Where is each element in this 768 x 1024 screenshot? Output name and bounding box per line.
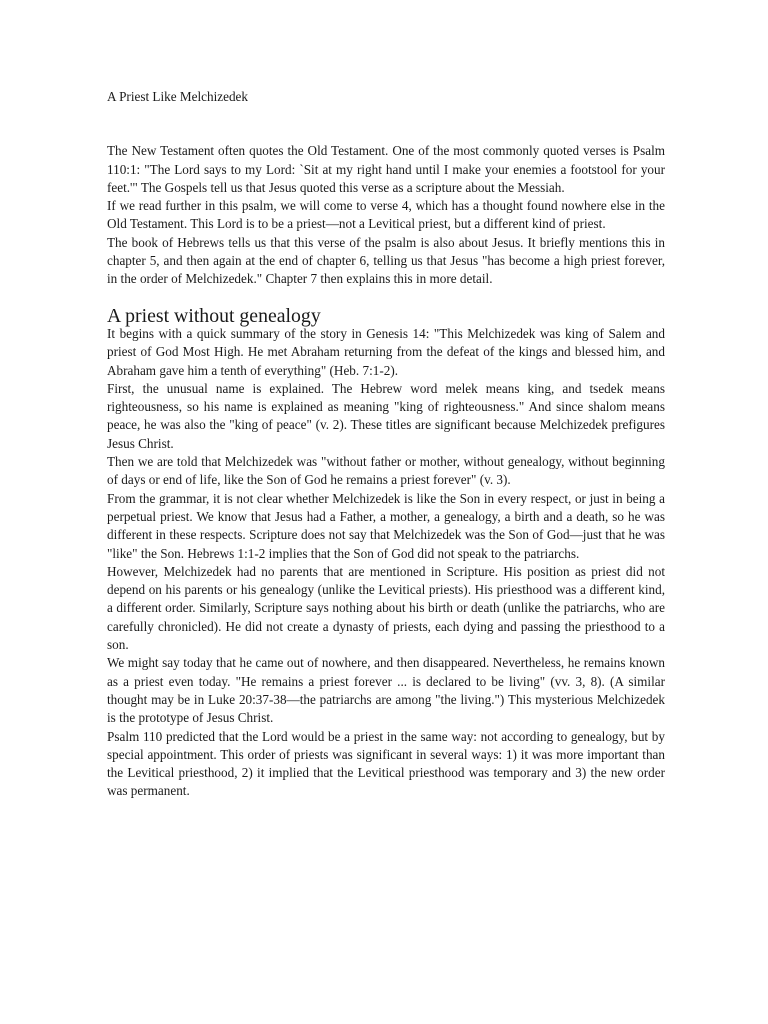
paragraph: Then we are told that Melchizedek was "without father or mother, without genealogy, without beginning of days or end of life, like the Son of God he remains a priest forever" (v. 3). bbox=[107, 454, 665, 488]
section-heading: A priest without genealogy bbox=[107, 304, 321, 327]
document-page bbox=[107, 88, 665, 801]
intro-section bbox=[107, 142, 665, 288]
paragraph: It begins with a quick summary of the story in Genesis 14: "This Melchizedek was king of Salem and priest of God Most High. He met Abraham returning from the defeat of the kings and blessed him, and Abraham gave him a tenth of everything" (Heb. 7:1-2). bbox=[107, 325, 665, 378]
paragraph: First, the unusual name is explained. The Hebrew word melek means king, and tsedek means righteousness, so his name is explained as meaning "king of righteousness." And since shalom means peace, he was also the "king of peace" (v. 2). These titles are significant because Melchizedek prefigures Jesus Christ. bbox=[107, 380, 665, 451]
section-spacer bbox=[107, 289, 665, 307]
paragraph: We might say today that he came out of nowhere, and then disappeared. Nevertheless, he remains known as a priest even today. "He remains a priest forever ... is declared to be living" (vv. 3, 8). (A similar thought may be in Luke 20:37-38—the patriarchs are among "the living.") This mysterious Melchizedek is the prototype of Jesus Christ. bbox=[107, 655, 665, 726]
paragraph: If we read further in this psalm, we will come to verse 4, which has a thought found nowhere else in the Old Testament. This Lord is to be a priest—not a Levitical priest, but a different kind of priest. bbox=[107, 198, 665, 232]
document-title: A Priest Like Melchizedek bbox=[107, 89, 248, 104]
paragraph: Psalm 110 predicted that the Lord would be a priest in the same way: not according to genealogy, but by special appointment. This order of priests was significant in several ways: 1) it was more important than the Levitical priesthood, 2) it implied that the Levitical priesthood was temporary and 3) the new order was permanent. bbox=[107, 728, 665, 799]
paragraph: The book of Hebrews tells us that this verse of the psalm is also about Jesus. It briefly mentions this in chapter 5, and then again at the end of chapter 6, telling us that Jesus "has become a high priest forever, in the order of Melchizedek." Chapter 7 then explains this in more detail. bbox=[107, 234, 665, 287]
paragraph: The New Testament often quotes the Old Testament. One of the most commonly quoted verses is Psalm 110:1: "The Lord says to my Lord: `Sit at my right hand until I make your enemies a footstool for your feet.'" The Gospels tell us that Jesus quoted this verse as a scripture about the Messiah. bbox=[107, 143, 665, 195]
genealogy-section bbox=[107, 304, 665, 801]
paragraph: However, Melchizedek had no parents that are mentioned in Scripture. His position as priest did not depend on his parents or his genealogy (unlike the Levitical priests). His priesthood was a different kind, a different order. Similarly, Scripture says nothing about his birth or death (unlike the patriarchs, who are carefully chronicled). He did not create a dynasty of priests, each dying and passing the priesthood to a son. bbox=[107, 563, 665, 653]
paragraph: From the grammar, it is not clear whether Melchizedek is like the Son in every respect, or just in being a perpetual priest. We know that Jesus had a Father, a mother, a genealogy, a birth and a death, so he was different in these respects. Scripture does not say that Melchizedek was the Son of God—just that he was "like" the Son. Hebrews 1:1-2 implies that the Son of God did not speak to the patriarchs. bbox=[107, 490, 665, 561]
